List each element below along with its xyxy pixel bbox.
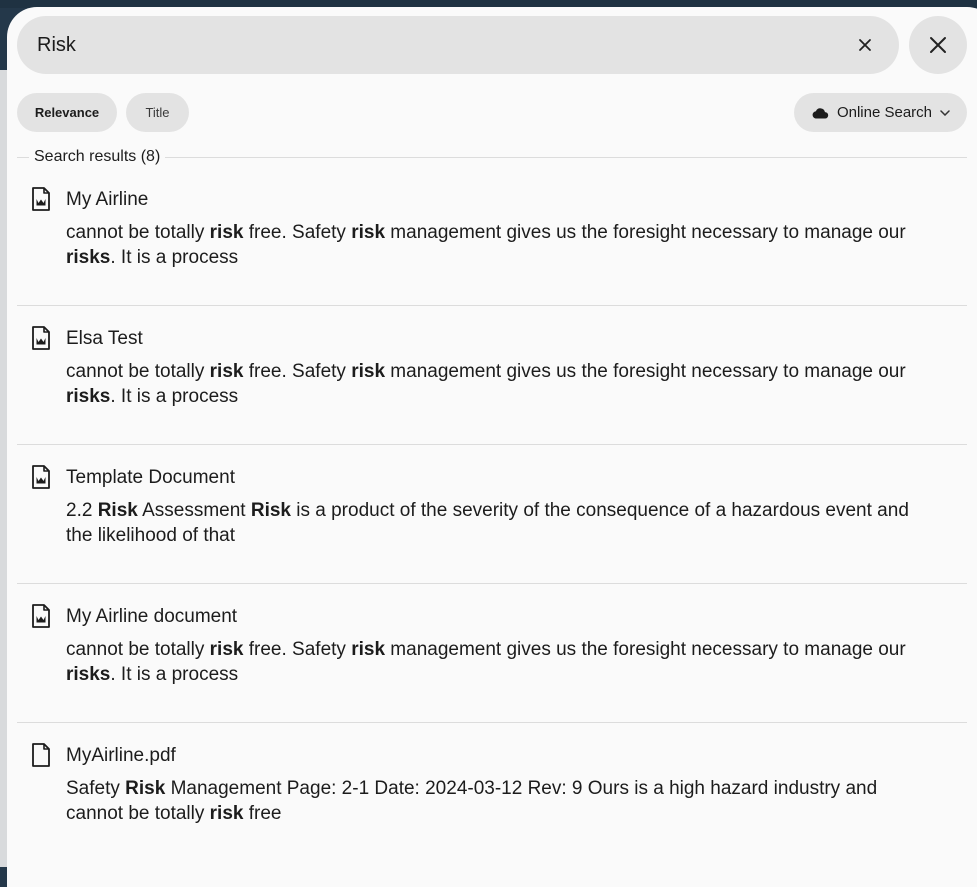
search-result-item[interactable] bbox=[17, 584, 967, 723]
snippet-text: . It is a process bbox=[110, 247, 239, 268]
snippet-text: Safety bbox=[66, 778, 126, 799]
online-search-dropdown[interactable] bbox=[794, 93, 967, 132]
snippet-text: cannot be totally bbox=[66, 361, 210, 382]
result-title: MyAirline.pdf bbox=[66, 745, 176, 766]
chevron-down-icon bbox=[940, 110, 950, 116]
result-snippet bbox=[66, 220, 936, 270]
search-result-item[interactable] bbox=[17, 306, 967, 445]
snippet-text: management gives us the foresight necessary to manage our bbox=[385, 639, 906, 660]
highlighted-term: risks bbox=[66, 247, 111, 268]
snippet-text: . It is a process bbox=[110, 664, 239, 685]
search-result-item[interactable] bbox=[17, 167, 967, 306]
result-title: My Airline bbox=[66, 189, 149, 210]
highlighted-term: risk bbox=[209, 639, 244, 660]
close-search-button[interactable] bbox=[909, 16, 967, 74]
result-snippet bbox=[66, 776, 936, 826]
results-list bbox=[17, 167, 967, 862]
highlighted-term: risk bbox=[209, 222, 244, 243]
search-input[interactable] bbox=[37, 34, 851, 57]
clear-search-button[interactable] bbox=[851, 31, 879, 59]
snippet-text: . It is a process bbox=[110, 386, 239, 407]
result-title: Template Document bbox=[66, 467, 235, 488]
snippet-text: management gives us the foresight necessary to manage our bbox=[385, 222, 906, 243]
snippet-text: cannot be totally bbox=[66, 222, 210, 243]
highlighted-term: Risk bbox=[250, 500, 291, 521]
sort-relevance-chip[interactable]: Relevance bbox=[17, 93, 117, 132]
result-title: My Airline document bbox=[66, 606, 238, 627]
highlighted-term: risks bbox=[66, 386, 111, 407]
snippet-text: free. Safety bbox=[243, 639, 352, 660]
online-search-label: Online Search bbox=[836, 104, 933, 121]
highlighted-term: risk bbox=[351, 639, 386, 660]
snippet-text: management gives us the foresight necessary to manage our bbox=[385, 361, 906, 382]
search-bar bbox=[17, 16, 899, 74]
cloud-icon bbox=[811, 107, 829, 119]
document-logo-icon bbox=[31, 326, 51, 350]
snippet-text: is a product of the severity of the consequence of a hazardous event and the likelihood of that bbox=[66, 500, 909, 546]
highlighted-term: risk bbox=[209, 803, 244, 824]
result-snippet bbox=[66, 359, 936, 409]
highlighted-term: risk bbox=[351, 361, 386, 382]
results-heading: Search results (8) bbox=[29, 148, 165, 166]
highlighted-term: risk bbox=[351, 222, 386, 243]
snippet-text: 2.2 bbox=[66, 500, 98, 521]
snippet-text: Assessment bbox=[137, 500, 251, 521]
search-result-item[interactable] bbox=[17, 445, 967, 584]
search-result-item[interactable] bbox=[17, 723, 967, 862]
result-snippet bbox=[66, 498, 936, 548]
result-title: Elsa Test bbox=[66, 328, 143, 349]
document-logo-icon bbox=[31, 465, 51, 489]
search-panel bbox=[7, 7, 977, 887]
document-icon bbox=[31, 743, 51, 767]
snippet-text: cannot be totally bbox=[66, 639, 210, 660]
highlighted-term: Risk bbox=[125, 778, 166, 799]
snippet-text: free. Safety bbox=[243, 361, 352, 382]
snippet-text: Management Page: 2-1 Date: 2024-03-12 Rev: 9 Ours is a high hazard industry and cannot be totally bbox=[66, 778, 878, 824]
highlighted-term: risks bbox=[66, 664, 111, 685]
sort-title-chip[interactable]: Title bbox=[126, 93, 189, 132]
snippet-text: free bbox=[243, 803, 282, 824]
highlighted-term: risk bbox=[209, 361, 244, 382]
clear-x-icon bbox=[858, 38, 872, 52]
result-snippet bbox=[66, 637, 936, 687]
close-x-icon bbox=[928, 35, 948, 55]
document-logo-icon bbox=[31, 187, 51, 211]
snippet-text: free. Safety bbox=[243, 222, 352, 243]
document-logo-icon bbox=[31, 604, 51, 628]
highlighted-term: Risk bbox=[97, 500, 138, 521]
